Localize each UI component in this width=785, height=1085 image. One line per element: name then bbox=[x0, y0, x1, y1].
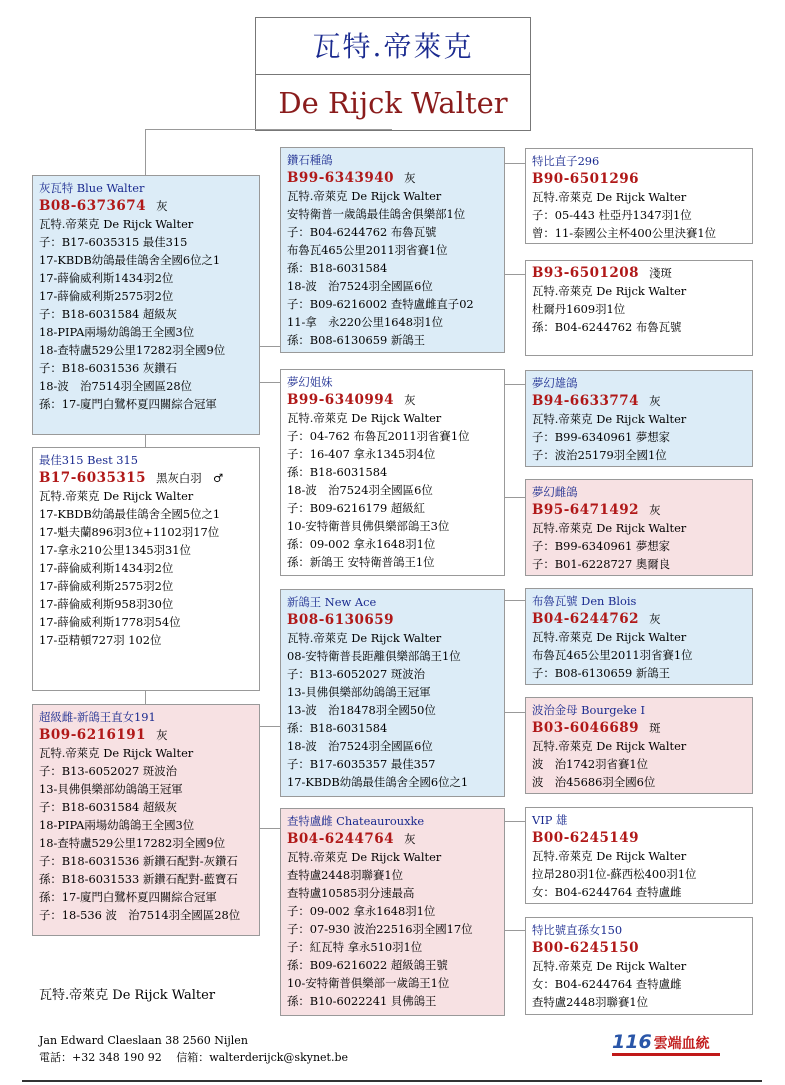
card-line: 女：B04-6244764 查特盧雌 bbox=[532, 977, 682, 991]
card-line: 子：18-536 波 治7514羽全國區28位 bbox=[39, 908, 241, 922]
address: Jan Edward Claeslaan 38 2560 Nijlen bbox=[39, 1034, 248, 1047]
card-title: 超級雌-新鴿王直女191 bbox=[39, 710, 156, 724]
card-line: 子：04-762 布魯瓦2011羽省賽1位 bbox=[287, 429, 470, 443]
card-title: 布魯瓦號 Den Blois bbox=[532, 594, 637, 608]
plumage-color: 灰 bbox=[649, 503, 661, 517]
card-line: 子：09-002 拿永1648羽1位 bbox=[287, 904, 436, 918]
plumage-color: 灰 bbox=[404, 393, 416, 407]
connector-line bbox=[259, 346, 280, 347]
card-line: 瓦特.帝萊克 De Rijck Walter bbox=[532, 521, 687, 535]
card-line: 孫：09-002 拿永1648羽1位 bbox=[287, 537, 436, 551]
card-line: 17-薛倫威利斯2575羽2位 bbox=[39, 289, 174, 303]
connector-line bbox=[504, 497, 525, 498]
card-sss bbox=[525, 148, 753, 244]
card-line: 17-亞精頓727羽 102位 bbox=[39, 633, 162, 647]
card-line: 瓦特.帝萊克 De Rijck Walter bbox=[287, 631, 442, 645]
contact-block bbox=[39, 1032, 348, 1066]
card-line: 10-安特衛普貝佛俱樂部鴿王3位 bbox=[287, 519, 450, 533]
card-line: 查特盧10585羽分速最高 bbox=[287, 886, 415, 900]
card-line: 孫：B18-6031533 新鑽石配對-藍寶石 bbox=[39, 872, 238, 886]
connector-line bbox=[145, 129, 146, 175]
connector-line bbox=[259, 828, 280, 829]
pigeon-name-chinese: 瓦特.帝萊克 bbox=[256, 18, 530, 75]
card-line: 13-貝佛俱樂部幼鴿鴿王冠軍 bbox=[287, 685, 431, 699]
card-line: 瓦特.帝萊克 De Rijck Walter bbox=[39, 217, 194, 231]
card-title: 波治金母 Bourgeke I bbox=[532, 703, 645, 717]
connector-line bbox=[145, 129, 392, 130]
card-line: 18-波 治7524羽全國區6位 bbox=[287, 279, 433, 293]
ring-number: B09-6216191 灰 bbox=[39, 727, 168, 743]
card-line: 孫：B18-6031584 bbox=[287, 261, 388, 275]
card-dsd bbox=[525, 697, 753, 794]
ring-number: B99-6343940 灰 bbox=[287, 170, 416, 186]
card-title: 最佳315 Best 315 bbox=[39, 453, 139, 467]
card-line: 孫：B18-6031584 bbox=[287, 721, 388, 735]
card-line: 波 治45686羽全國6位 bbox=[532, 775, 656, 789]
logo-underline bbox=[612, 1053, 720, 1056]
card-line: 子：07-930 波治22516羽全國17位 bbox=[287, 922, 473, 936]
card-line: 子：紅瓦特 拿永510羽1位 bbox=[287, 940, 423, 954]
title-box bbox=[255, 17, 531, 131]
card-title: 特比號直孫女150 bbox=[532, 923, 623, 937]
pigeon-name-english: De Rijck Walter bbox=[278, 86, 508, 120]
card-line: 瓦特.帝萊克 De Rijck Walter bbox=[39, 746, 194, 760]
card-line: 17-KBDB幼鴿最佳鴿舍全國6位之1 bbox=[39, 253, 221, 267]
card-line: 瓦特.帝萊克 De Rijck Walter bbox=[287, 189, 442, 203]
card-line: 孫：B09-6216022 超級鴿王號 bbox=[287, 958, 448, 972]
connector-line bbox=[504, 163, 525, 164]
card-line: 瓦特.帝萊克 De Rijck Walter bbox=[287, 850, 442, 864]
card-main-pigeon bbox=[32, 447, 260, 691]
card-title: 夢幻雄鴿 bbox=[532, 376, 578, 390]
card-line: 18-PIPA兩場幼鴿鴿王全國3位 bbox=[39, 818, 195, 832]
connector-line bbox=[145, 690, 146, 704]
card-line: 子：波治25179羽全國1位 bbox=[532, 448, 667, 462]
card-line: 08-安特衛普長距離俱樂部鴿王1位 bbox=[287, 649, 461, 663]
card-line: 波 治1742羽省賽1位 bbox=[532, 757, 648, 771]
card-line: 子：B13-6052027 斑波治 bbox=[39, 764, 178, 778]
connector-line bbox=[259, 726, 280, 727]
plumage-color: 淺斑 bbox=[649, 266, 672, 280]
card-title: 夢幻雌鴿 bbox=[532, 485, 578, 499]
card-line: 17-薛倫威利斯1434羽2位 bbox=[39, 561, 174, 575]
card-dam-dam bbox=[280, 808, 505, 1016]
card-sire-dam bbox=[280, 369, 505, 576]
card-line: 子：B99-6340961 夢想家 bbox=[532, 430, 671, 444]
card-line: 子：B18-6031536 灰鑽石 bbox=[39, 361, 178, 375]
card-sire bbox=[32, 175, 260, 435]
connector-line bbox=[504, 384, 525, 385]
card-line: 杜爾丹1609羽1位 bbox=[532, 302, 626, 316]
plumage-color: 灰 bbox=[649, 612, 661, 626]
card-line: 子：B13-6052027 斑波治 bbox=[287, 667, 426, 681]
card-line: 子：B04-6244762 布魯瓦號 bbox=[287, 225, 437, 239]
card-line: 子：B17-6035357 最佳357 bbox=[287, 757, 436, 771]
plumage-color: 灰 bbox=[404, 832, 416, 846]
ring-number: B08-6130659 bbox=[287, 612, 395, 628]
card-title: VIP 雄 bbox=[532, 813, 568, 827]
plumage-color: 黑灰白羽 ♂ bbox=[156, 471, 224, 485]
card-title: 夢幻姐妹 bbox=[287, 375, 333, 389]
connector-line bbox=[259, 382, 280, 383]
card-line: 17-薛倫威利斯958羽30位 bbox=[39, 597, 174, 611]
ring-number: B99-6340994 灰 bbox=[287, 392, 416, 408]
card-sdd bbox=[525, 479, 753, 576]
card-line: 瓦特.帝萊克 De Rijck Walter bbox=[532, 630, 687, 644]
connector-line bbox=[145, 434, 146, 447]
card-line: 孫：B18-6031584 bbox=[287, 465, 388, 479]
card-line: 18-波 治7524羽全國區6位 bbox=[287, 739, 433, 753]
card-title: 查特盧雌 Chateaurouxke bbox=[287, 814, 425, 828]
card-line: 子：16-407 拿永1345羽4位 bbox=[287, 447, 436, 461]
card-line: 瓦特.帝萊克 De Rijck Walter bbox=[532, 849, 687, 863]
card-line: 17-薛倫威利斯1778羽54位 bbox=[39, 615, 181, 629]
plumage-color: 灰 bbox=[649, 394, 661, 408]
card-line: 子：B18-6031584 超級灰 bbox=[39, 307, 178, 321]
card-title: 特比直子296 bbox=[532, 154, 600, 168]
card-dam-sire bbox=[280, 589, 505, 797]
bottom-divider bbox=[22, 1080, 762, 1082]
card-line: 查特盧2448羽聯賽1位 bbox=[287, 868, 403, 882]
card-line: 安特衛普一歲鴿最佳鴿舍俱樂部1位 bbox=[287, 207, 466, 221]
connector-line bbox=[504, 930, 525, 931]
card-line: 瓦特.帝萊克 De Rijck Walter bbox=[532, 739, 687, 753]
connector-line bbox=[504, 274, 525, 275]
ring-number: B94-6633774 灰 bbox=[532, 393, 661, 409]
plumage-color: 灰 bbox=[156, 728, 168, 742]
card-line: 子：B18-6031536 新鑽石配對-灰鑽石 bbox=[39, 854, 238, 868]
logo-number: 116 bbox=[612, 1031, 652, 1053]
plumage-color: 斑 bbox=[649, 721, 661, 735]
phone-email: 電話：+32 348 190 92 信箱：walterderijck@skynet.be bbox=[39, 1051, 349, 1064]
card-dam bbox=[32, 704, 260, 936]
ring-number: B03-6046689 斑 bbox=[532, 720, 661, 736]
card-line: 瓦特.帝萊克 De Rijck Walter bbox=[532, 412, 687, 426]
card-line: 子：B99-6340961 夢想家 bbox=[532, 539, 671, 553]
card-line: 子：05-443 杜亞丹1347羽1位 bbox=[532, 208, 692, 222]
card-line: 瓦特.帝萊克 De Rijck Walter bbox=[532, 284, 687, 298]
card-line: 18-查特盧529公里17282羽全國9位 bbox=[39, 836, 226, 850]
card-line: 17-KBDB幼鴿最佳鴿舍全國5位之1 bbox=[39, 507, 221, 521]
card-line: 女：B04-6244764 查特盧雌 bbox=[532, 885, 682, 899]
card-line: 18-PIPA兩場幼鴿鴿王全國3位 bbox=[39, 325, 195, 339]
card-dds bbox=[525, 807, 753, 904]
card-ssd bbox=[525, 260, 753, 356]
card-line: 18-查特盧529公里17282羽全國9位 bbox=[39, 343, 226, 357]
connector-line bbox=[504, 600, 525, 601]
card-title: 新鴿王 New Ace bbox=[287, 595, 377, 609]
ring-number: B00-6245149 bbox=[532, 830, 640, 846]
card-line: 孫：B08-6130659 新鴿王 bbox=[287, 333, 426, 347]
ring-number: B17-6035315 黑灰白羽 ♂ bbox=[39, 470, 224, 486]
card-line: 18-波 治7514羽全國區28位 bbox=[39, 379, 192, 393]
card-line: 子：B09-6216179 超級紅 bbox=[287, 501, 426, 515]
card-line: 孫：B10-6022241 貝佛鴿王 bbox=[287, 994, 437, 1008]
card-line: 瓦特.帝萊克 De Rijck Walter bbox=[287, 411, 442, 425]
ring-number: B04-6244762 灰 bbox=[532, 611, 661, 627]
card-sds bbox=[525, 370, 753, 467]
card-line: 瓦特.帝萊克 De Rijck Walter bbox=[532, 190, 687, 204]
card-line: 子：B01-6228727 奧爾良 bbox=[532, 557, 671, 571]
card-line: 17-KBDB幼鴿最佳鴿舍全國6位之1 bbox=[287, 775, 469, 789]
card-line: 子：B09-6216002 查特盧雌直子02 bbox=[287, 297, 474, 311]
card-title: 鑽石種鴿 bbox=[287, 153, 333, 167]
connector-line bbox=[504, 712, 525, 713]
card-line: 17-薛倫威利斯2575羽2位 bbox=[39, 579, 174, 593]
card-line: 11-拿 永220公里1648羽1位 bbox=[287, 315, 444, 329]
card-dss bbox=[525, 588, 753, 685]
site-logo bbox=[612, 1031, 710, 1053]
ring-number: B93-6501208 淺斑 bbox=[532, 265, 672, 281]
card-line: 17-拿永210公里1345羽31位 bbox=[39, 543, 191, 557]
card-line: 曾：11-泰國公主杯400公里決賽1位 bbox=[532, 226, 717, 240]
card-line: 子：B17-6035315 最佳315 bbox=[39, 235, 188, 249]
card-line: 13-貝佛俱樂部幼鴿鴿王冠軍 bbox=[39, 782, 183, 796]
card-line: 孫：17-廈門白鷺杯夏四關綜合冠軍 bbox=[39, 890, 217, 904]
plumage-color: 灰 bbox=[404, 171, 416, 185]
card-line: 瓦特.帝萊克 De Rijck Walter bbox=[532, 959, 687, 973]
card-line: 17-薛倫威利斯1434羽2位 bbox=[39, 271, 174, 285]
connector-line bbox=[504, 821, 525, 822]
card-line: 10-安特衛普俱樂部一歲鴿王1位 bbox=[287, 976, 450, 990]
card-line: 瓦特.帝萊克 De Rijck Walter bbox=[39, 489, 194, 503]
ring-number: B08-6373674 灰 bbox=[39, 198, 168, 214]
logo-text: 雲端血統 bbox=[653, 1036, 710, 1052]
breeder-name: 瓦特.帝萊克 De Rijck Walter bbox=[39, 988, 216, 1003]
ring-number: B90-6501296 bbox=[532, 171, 640, 187]
plumage-color: 灰 bbox=[156, 199, 168, 213]
card-line: 孫：17-廈門白鷺杯夏四關綜合冠軍 bbox=[39, 397, 217, 411]
card-line: 17-魁夫蘭896羽3位+1102羽17位 bbox=[39, 525, 220, 539]
card-line: 子：B18-6031584 超級灰 bbox=[39, 800, 178, 814]
card-title: 灰瓦特 Blue Walter bbox=[39, 181, 145, 195]
card-line: 布魯瓦465公里2011羽省賽1位 bbox=[287, 243, 448, 257]
card-line: 孫：B04-6244762 布魯瓦號 bbox=[532, 320, 682, 334]
card-line: 子：B08-6130659 新鴿王 bbox=[532, 666, 671, 680]
ring-number: B95-6471492 灰 bbox=[532, 502, 661, 518]
card-line: 拉昂280羽1位-蘇西松400羽1位 bbox=[532, 867, 697, 881]
card-line: 查特盧2448羽聯賽1位 bbox=[532, 995, 648, 1009]
card-ddd bbox=[525, 917, 753, 1015]
card-line: 布魯瓦465公里2011羽省賽1位 bbox=[532, 648, 693, 662]
ring-number: B04-6244764 灰 bbox=[287, 831, 416, 847]
ring-number: B00-6245150 bbox=[532, 940, 640, 956]
card-line: 13-波 治18478羽全國50位 bbox=[287, 703, 436, 717]
card-line: 孫：新鴿王 安特衛普鴿王1位 bbox=[287, 555, 435, 569]
card-line: 18-波 治7524羽全國區6位 bbox=[287, 483, 433, 497]
card-sire-sire bbox=[280, 147, 505, 353]
